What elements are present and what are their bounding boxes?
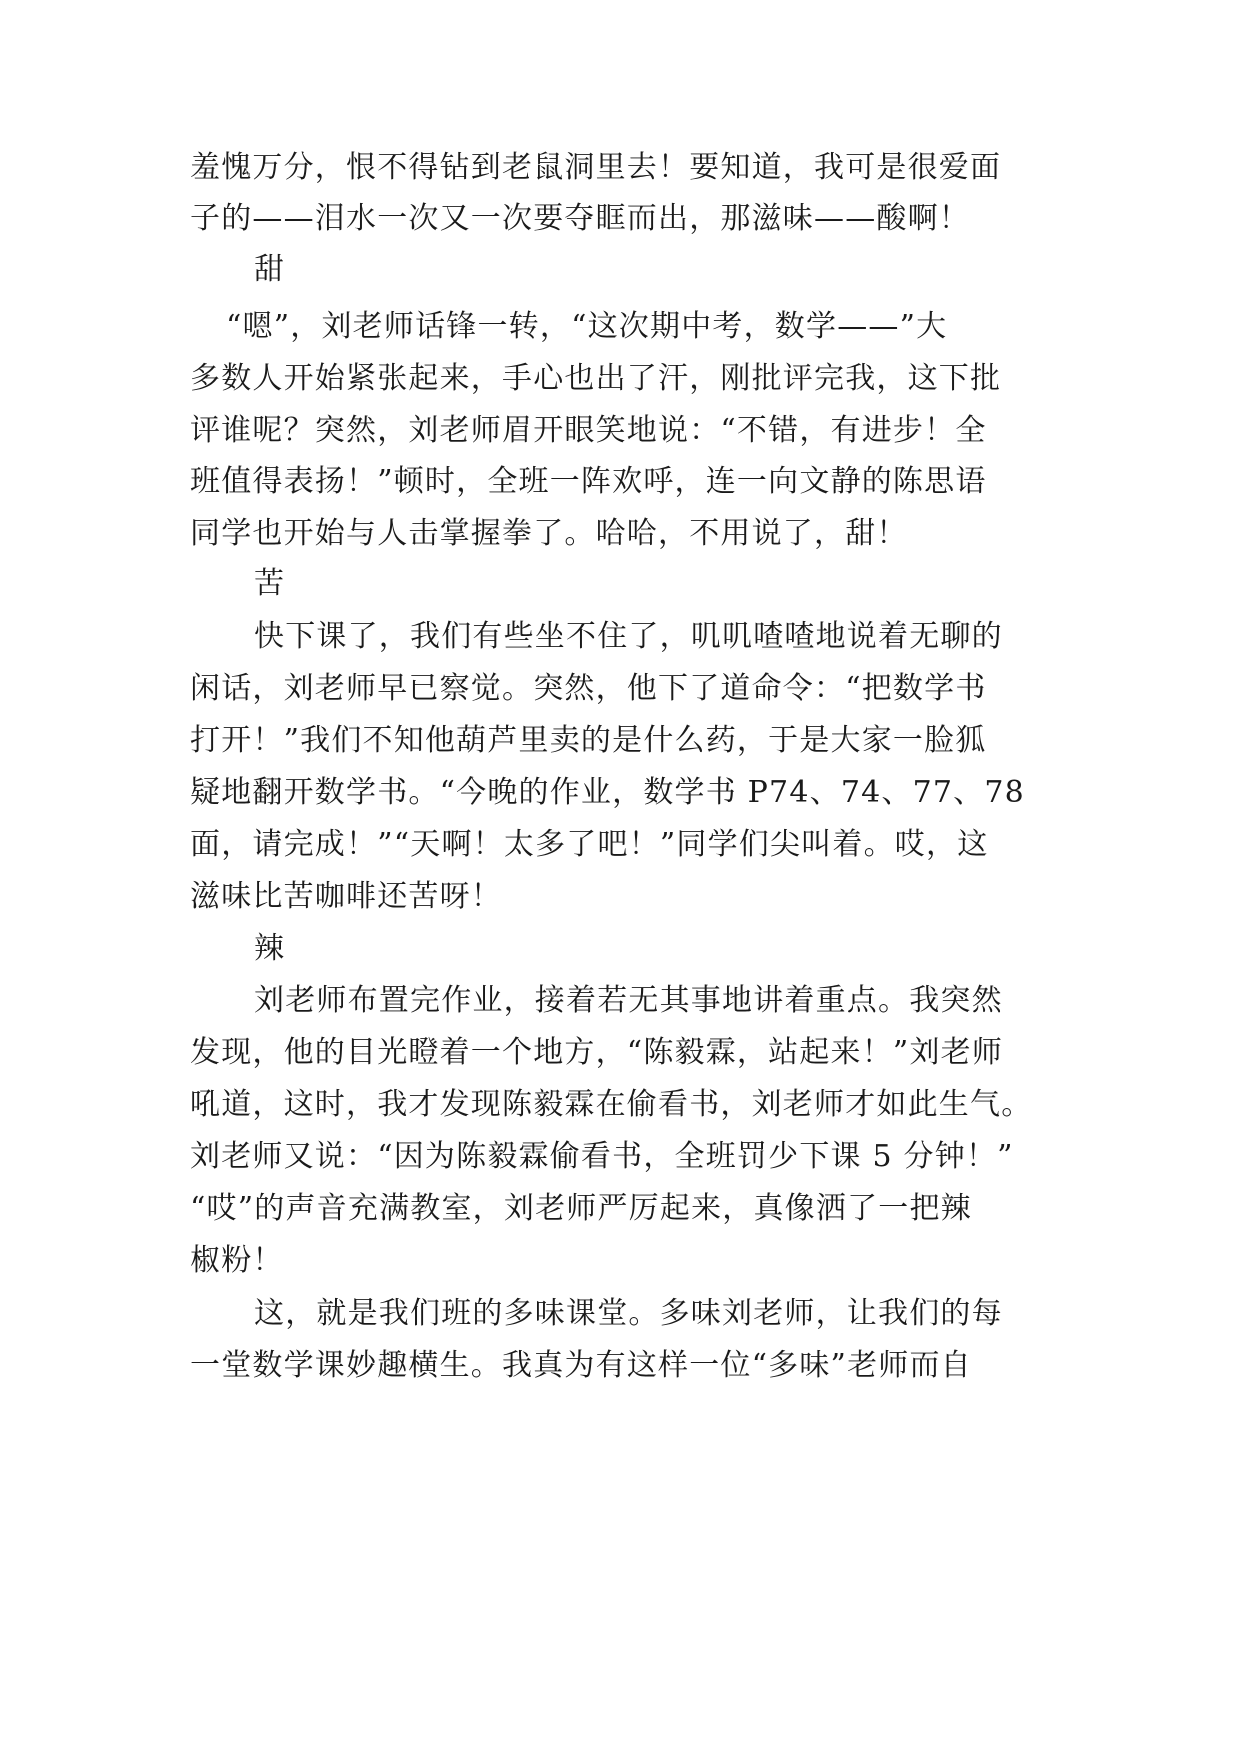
section-heading-bitter: 苦 bbox=[254, 566, 286, 601]
paragraph-line: 疑地翻开数学书。“今晚的作业，数学书 P74、74、77、78 bbox=[190, 775, 1025, 810]
paragraph-line: “哎”的声音充满教室，刘老师严厉起来，真像洒了一把辣 bbox=[190, 1191, 972, 1226]
paragraph-line: 刘老师又说：“因为陈毅霖偷看书，全班罚少下课 5 分钟！” bbox=[190, 1139, 1014, 1174]
paragraph-line: 打开！”我们不知他葫芦里卖的是什么药，于是大家一脸狐 bbox=[190, 723, 987, 758]
paragraph-line: “嗯”，刘老师话锋一转，“这次期中考，数学——”大 bbox=[226, 309, 948, 344]
paragraph-line: 滋味比苦咖啡还苦呀！ bbox=[190, 879, 502, 914]
paragraph-line: 一堂数学课妙趣横生。我真为有这样一位“多味”老师而自 bbox=[190, 1348, 972, 1383]
paragraph-line: 吼道，这时，我才发现陈毅霖在偷看书，刘老师才如此生气。 bbox=[190, 1087, 1033, 1122]
section-heading-sweet: 甜 bbox=[254, 252, 286, 287]
paragraph-line: 这，就是我们班的多味课堂。多味刘老师，让我们的每 bbox=[254, 1296, 1003, 1331]
paragraph-line: 刘老师布置完作业，接着若无其事地讲着重点。我突然 bbox=[254, 983, 1003, 1018]
paragraph-line: 同学也开始与人击掌握拳了。哈哈，不用说了，甜！ bbox=[190, 516, 908, 551]
paragraph-line: 面，请完成！”“天啊！太多了吧！”同学们尖叫着。哎，这 bbox=[190, 827, 989, 862]
paragraph-line: 椒粉！ bbox=[190, 1243, 284, 1278]
paragraph-line: 快下课了，我们有些坐不住了，叽叽喳喳地说着无聊的 bbox=[254, 619, 1003, 654]
paragraph-line: 评谁呢？突然，刘老师眉开眼笑地说：“不错，有进步！全 bbox=[190, 413, 987, 448]
section-heading-spicy: 辣 bbox=[254, 931, 286, 966]
paragraph-line: 羞愧万分，恨不得钻到老鼠洞里去！要知道，我可是很爱面 bbox=[190, 150, 1002, 185]
paragraph-line: 多数人开始紧张起来，手心也出了汗，刚批评完我，这下批 bbox=[190, 361, 1002, 396]
paragraph-line: 班值得表扬！”顿时，全班一阵欢呼，连一向文静的陈思语 bbox=[190, 464, 987, 499]
paragraph-line: 发现，他的目光瞪着一个地方，“陈毅霖，站起来！”刘老师 bbox=[190, 1035, 1004, 1070]
paragraph-line: 闲话，刘老师早已察觉。突然，他下了道命令：“把数学书 bbox=[190, 671, 987, 706]
paragraph-line: 子的——泪水一次又一次要夺眶而出，那滋味——酸啊！ bbox=[190, 201, 970, 236]
